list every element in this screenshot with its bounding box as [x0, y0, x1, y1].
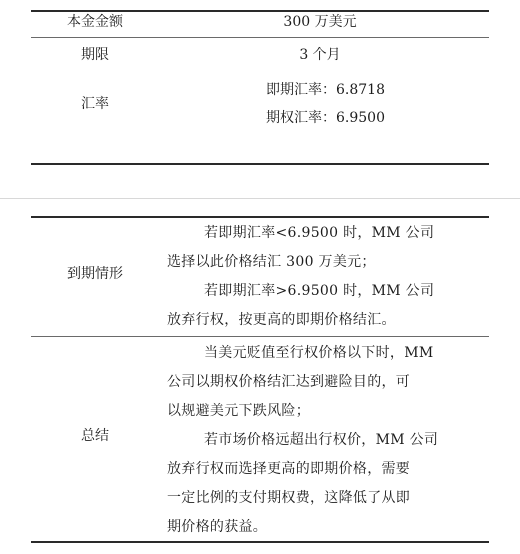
summary-text [167, 339, 477, 542]
expiry-line: 若即期汇率>6.9500 时，MM 公司 [204, 283, 435, 299]
top-table-bottom-rule [31, 163, 489, 165]
rate-label: 汇率 [81, 96, 109, 112]
summary-line: 以规避美元下跌风险； [167, 403, 310, 419]
expiry-text [167, 219, 477, 335]
section-separator [0, 198, 520, 199]
summary-line: 公司以期权价格结汇达到避险目的，可 [167, 374, 411, 390]
term-label: 期限 [81, 47, 109, 63]
principal-label: 本金金额 [67, 14, 123, 30]
summary-line: 期价格的获益。 [167, 519, 268, 535]
row-divider [31, 336, 489, 337]
summary-line: 当美元贬值至行权价格以下时，MM [204, 345, 434, 361]
bottom-table-top-rule [31, 216, 489, 218]
term-value: 3 个月 [299, 47, 341, 63]
bottom-table-bottom-rule [31, 541, 489, 543]
expiry-line: 选择以此价格结汇 300 万美元； [167, 254, 376, 270]
summary-label: 总结 [81, 428, 109, 444]
summary-line: 放弃行权而选择更高的即期价格，需要 [167, 461, 411, 477]
expiry-label: 到期情形 [67, 266, 123, 282]
spot-rate-value: 即期汇率：6.8718 [266, 82, 385, 98]
option-rate-value: 期权汇率：6.9500 [266, 110, 385, 126]
summary-line: 一定比例的支付期权费，这降低了从即 [167, 490, 411, 506]
summary-line: 若市场价格远超出行权价，MM 公司 [204, 432, 439, 448]
principal-value: 300 万美元 [283, 14, 357, 30]
top-table-header-rule [31, 37, 489, 38]
expiry-line: 放弃行权，按更高的即期价格结汇。 [167, 312, 396, 328]
expiry-line: 若即期汇率<6.9500 时，MM 公司 [204, 225, 435, 241]
